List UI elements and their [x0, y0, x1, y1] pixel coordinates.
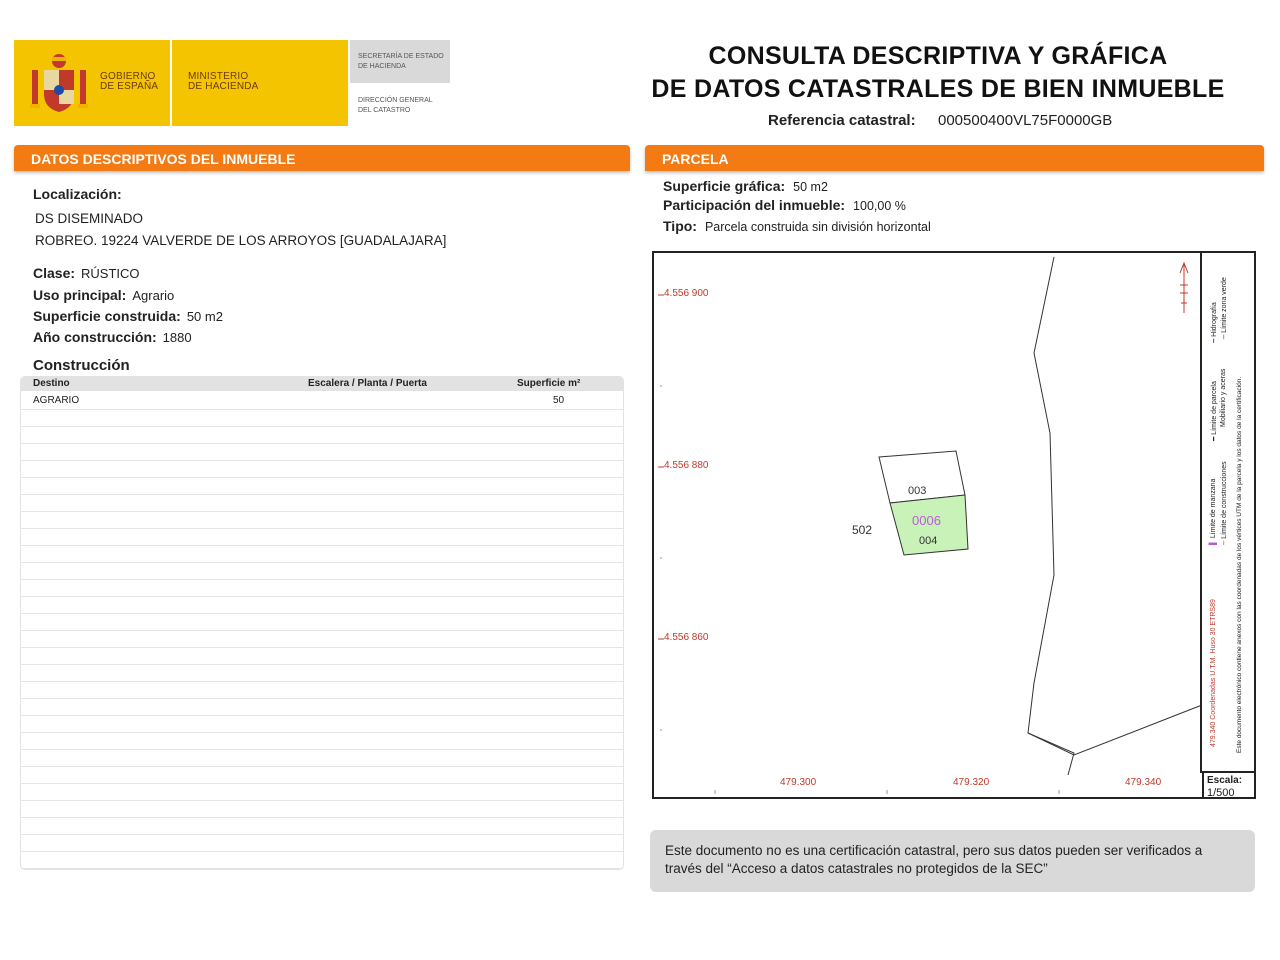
x-coord-label: 479.340 — [1125, 777, 1162, 788]
government-logo — [14, 40, 450, 126]
gobierno-label: GOBIERNO DE ESPAÑA — [100, 71, 159, 92]
parcel-label-003: 003 — [908, 485, 927, 497]
table-row — [21, 732, 623, 750]
legend-hidrografia: ━ Hidrografía — [1211, 302, 1218, 343]
legend-zona-verde: ━ Límite zona verde — [1221, 277, 1228, 339]
y-coord-label: 4.556 860 — [664, 632, 709, 643]
table-row — [21, 528, 623, 546]
clase-row — [33, 265, 140, 283]
participacion-value: 100,00 % — [853, 199, 906, 213]
col-superficie: Superficie m² — [517, 378, 581, 389]
table-row — [21, 545, 623, 563]
scale-value: 1/500 — [1207, 787, 1235, 799]
document-title: CONSULTA DESCRIPTIVA Y GRÁFICA DE DATOS CATASTRALES DE BIEN INMUEBLE — [651, 42, 1225, 103]
x-coord-label: 479.320 — [953, 777, 990, 788]
clase-value: RÚSTICO — [81, 266, 140, 281]
uso-value: Agrario — [132, 288, 175, 303]
table-row — [21, 783, 623, 801]
ministerio-label: MINISTERIO DE HACIENDA — [188, 71, 259, 92]
direccion-label: DIRECCIÓN GENERAL DEL CATASTRO — [358, 97, 433, 114]
legend-manzana: ▌ Límite de manzana — [1210, 478, 1217, 545]
tipo-label: Tipo: — [663, 218, 697, 234]
referencia-value: 000500400VL75F0000GB — [938, 112, 1113, 129]
table-row — [21, 511, 623, 529]
localizacion-line-2: ROBREO. 19224 VALVERDE DE LOS ARROYOS [GUADALAJARA] — [35, 233, 447, 248]
superficie-construida-value: 50 m2 — [186, 309, 223, 324]
uso-label: Uso principal: — [33, 287, 127, 303]
verification-note: Este documento no es una certificación catastral, pero sus datos pueden ser verificados a través del “Acceso a datos catastrales no protegidos de la SEC” — [650, 830, 1255, 892]
table-row — [21, 698, 623, 716]
construccion-heading: Construcción — [33, 357, 130, 374]
section-bar-datos-descriptivos — [14, 145, 630, 171]
table-row — [21, 817, 623, 835]
table-row — [21, 647, 623, 665]
legend-mobiliario: Mobiliario y aceras — [1220, 368, 1227, 427]
table-row — [21, 851, 623, 869]
tipo-row — [663, 218, 931, 236]
y-coord-label: 4.556 900 — [664, 288, 709, 299]
uso-row — [33, 287, 174, 305]
table-header — [21, 377, 623, 391]
participacion-row — [663, 197, 906, 215]
parcel-boundary-line-lower — [1028, 705, 1202, 755]
table-row — [21, 664, 623, 682]
anio-construccion-value: 1880 — [162, 330, 192, 345]
legend-parcela: ━ Límite de parcela — [1211, 381, 1218, 441]
table-row — [21, 409, 623, 427]
superficie-grafica-label: Superficie gráfica: — [663, 178, 786, 194]
bar-title-part-b: INMUEBLE — [222, 151, 296, 167]
cell-superficie: 50 — [553, 395, 565, 406]
localizacion-label: Localización: — [33, 186, 122, 202]
scale-label: Escala: — [1207, 775, 1243, 786]
parcel-boundary-line — [1028, 257, 1074, 775]
table-row — [21, 477, 623, 495]
parcel-label-502: 502 — [852, 523, 873, 537]
section-bar-parcela — [645, 145, 1264, 171]
table-row — [21, 426, 623, 444]
table-row — [21, 596, 623, 614]
bar-title-part-a: DATOS DESCRIPTIVOS DEL — [31, 151, 223, 167]
superficie-construida-label: Superficie construida: — [33, 308, 181, 324]
table-row — [21, 681, 623, 699]
table-row — [21, 834, 623, 852]
legend-separator — [1200, 253, 1202, 773]
table-row — [21, 494, 623, 512]
table-row — [21, 443, 623, 461]
tipo-value: Parcela construida sin división horizontal — [704, 220, 931, 234]
x-coord-label: 479.300 — [780, 777, 817, 788]
cell-destino: AGRARIO — [33, 395, 80, 406]
table-row — [21, 800, 623, 818]
secretaria-label: SECRETARÍA DE ESTADO DE HACIENDA — [358, 53, 444, 70]
y-coord-label: 4.556 880 — [664, 460, 709, 471]
participacion-label: Participación del inmueble: — [663, 197, 846, 213]
table-row — [21, 392, 623, 410]
parcel-label-0006: 0006 — [912, 513, 941, 528]
superficie-grafica-row — [663, 178, 828, 196]
table-row — [21, 749, 623, 767]
anio-construccion-label: Año construcción: — [33, 329, 157, 345]
localizacion-line-1: DS DISEMINADO — [35, 211, 144, 226]
legend-utm: 479.340 Coordenadas U.T.M. Huso 30 ETRS89 — [1210, 599, 1217, 747]
table-row — [21, 715, 623, 733]
col-destino: Destino — [33, 378, 70, 389]
anio-construccion-row — [33, 329, 192, 347]
clase-label: Clase: — [33, 265, 76, 281]
table-row — [21, 579, 623, 597]
table-row — [21, 630, 623, 648]
coat-of-arms-icon — [28, 50, 90, 116]
superficie-grafica-value: 50 m2 — [793, 180, 828, 194]
parcel-label-004: 004 — [919, 535, 938, 547]
construccion-table — [20, 376, 624, 870]
parcela-bar-title: PARCELA — [662, 151, 729, 167]
legend-construcciones: ━ Límite de construcciones — [1221, 461, 1228, 545]
north-arrow-icon — [1180, 263, 1188, 313]
referencia-label: Referencia catastral: — [768, 112, 916, 129]
table-row — [21, 460, 623, 478]
table-row — [21, 766, 623, 784]
referencia-catastral — [768, 112, 1113, 129]
legend-document-note: Este documento electrónico contiene anexos con las coordenadas de los vértices UTM de la parcela y los datos de la certificación. — [1236, 376, 1243, 753]
col-escalera: Escalera / Planta / Puerta — [308, 378, 427, 389]
table-row — [21, 562, 623, 580]
superficie-construida-row — [33, 308, 223, 326]
cadastral-map — [652, 251, 1256, 799]
scale-box — [1202, 771, 1256, 799]
map-drawing — [654, 253, 1254, 797]
table-row — [21, 613, 623, 631]
